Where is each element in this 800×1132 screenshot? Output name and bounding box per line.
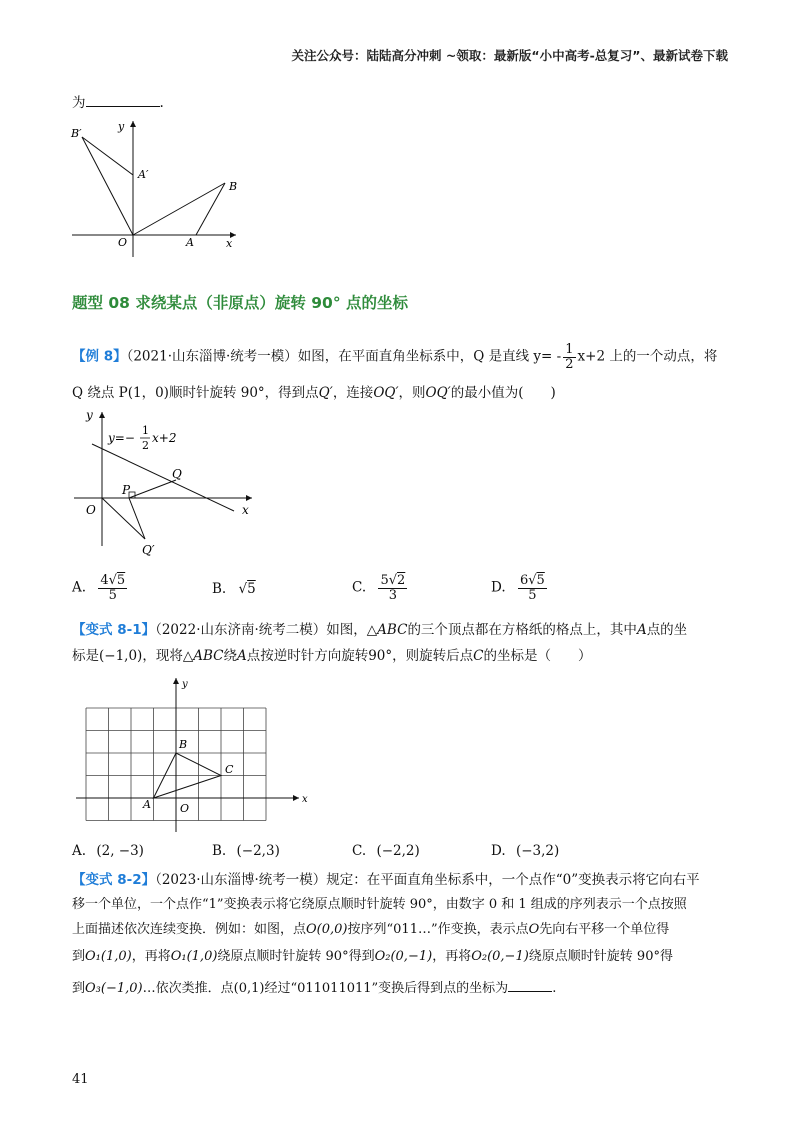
variant8-1-option-a[interactable]: A. (2, −3) [72, 843, 144, 859]
segment-ob [133, 183, 225, 235]
variant8-1-option-b[interactable]: B. (−2,3) [212, 843, 280, 859]
label-b: B [229, 180, 238, 193]
line-y-neg-half-x-plus-2 [92, 444, 234, 511]
page-number: 41 [72, 1072, 89, 1087]
example8-tag: 【例 8】 [72, 348, 127, 365]
example8-figure [72, 406, 262, 562]
segment-oq-prime [102, 498, 145, 539]
segment-b-prime-a-prime [82, 137, 133, 175]
label-origin: O [180, 802, 190, 815]
example8-option-a[interactable]: A. $\frac{4√5}{5}$ [72, 573, 126, 603]
prev-problem-tail: 为 . [72, 92, 164, 115]
label-q-prime: Q′ [142, 543, 155, 557]
variant8-1-line2: 标是(−1,0)，现将△ABC绕A点按逆时针方向旋转90°，则旋转后点C的坐标是（ ） [72, 648, 592, 664]
label-q: Q [172, 467, 182, 481]
example8-option-d[interactable]: D. $\frac{6√5}{5}$ [491, 573, 545, 603]
label-y: y [182, 679, 188, 690]
x-axis-arrow [293, 795, 299, 801]
variant8-2-line3: 上面描述依次连续变换．例如：如图，点O(0,0)按序列“011…”作变换，表示点O先向右平移一个单位得 [72, 922, 670, 937]
y-axis-arrow [99, 412, 105, 418]
x-axis-arrow [246, 495, 252, 501]
label-b: B [179, 738, 188, 751]
answer-blank [86, 92, 160, 107]
example8-option-b[interactable]: B. √5 [212, 581, 256, 597]
variant8-2-line1: 【变式 8-2】（2023·山东淄博·统考一模）规定：在平面直角坐标系中，一个点作“0”变换表示将它向右平 [72, 872, 700, 888]
label-a-prime: A′ [138, 168, 149, 181]
variant8-1-option-d[interactable]: D. (−3,2) [491, 843, 560, 859]
y-axis-arrow [173, 678, 179, 684]
label-x: x [226, 237, 233, 250]
page-header: 关注公众号：陆陆高分冲刺 ~领取：最新版“小中高考-总复习”、最新试卷下载 [291, 48, 728, 63]
variant8-2-line4: 到O₁(1,0)，再将O₁(1,0)绕原点顺时针旋转 90°得到O₂(0,−1)，再将O₂(0,−1)绕原点顺时针旋转 90°得 [72, 949, 673, 964]
label-origin: O [118, 236, 128, 249]
equation-den: 2 [142, 439, 149, 452]
label-origin: O [86, 503, 96, 517]
label-b-prime: B′ [71, 127, 82, 140]
rotation-figure [68, 115, 248, 265]
segment-ob-prime [82, 137, 133, 235]
variant8-1-grid-figure [74, 672, 314, 834]
equation-num: 1 [142, 424, 149, 437]
label-x: x [242, 503, 249, 517]
label-a: A [186, 236, 194, 249]
label-y: y [118, 120, 125, 133]
variant8-1-option-c[interactable]: C. (−2,2) [352, 843, 420, 859]
variant8-2-line2: 移一个单位，一个点作“1”变换表示将它绕原点顺时针旋转 90°，由数字 0 和 1 组成的序列表示一个点按照 [72, 897, 687, 912]
answer-blank [508, 977, 552, 992]
fraction-one-half: $\frac{1}{2}$ [565, 342, 574, 372]
example8-option-c[interactable]: C. $\frac{5√2}{3}$ [352, 573, 406, 603]
label-a: A [143, 798, 151, 811]
label-c: C [225, 763, 234, 776]
variant8-2-line5: 到O₃(−1,0)…依次类推．点(0,1)经过“011011011”变换后得到点的坐标为 . [72, 977, 556, 1000]
label-y: y [86, 408, 93, 422]
variant8-2-tag: 【变式 8-2】 [72, 872, 156, 888]
label-p: P [122, 483, 131, 497]
y-axis-arrow [130, 121, 136, 127]
example8-line2: Q 绕点 P(1，0)顺时针旋转 90°，得到点Q′，连接OQ′，则OQ′的最小值为( ) [72, 385, 556, 401]
segment-pq [129, 480, 176, 498]
section-title: 题型 08 求绕某点（非原点）旋转 90° 点的坐标 [72, 294, 408, 312]
variant8-1-tag: 【变式 8-1】 [72, 622, 156, 638]
example8-line1: 【例 8】（2021·山东淄博·统考一模）如图，在平面直角坐标系中，Q 是直线 y= - $\frac{1}{2}$ x+2 上的一个动点，将 [72, 342, 718, 372]
label-x: x [302, 794, 308, 805]
variant8-1-line1: 【变式 8-1】（2022·山东济南·统考二模）如图，△ABC的三个顶点都在方格纸的格点上，其中A点的坐 [72, 622, 688, 638]
segment-pq-prime [129, 498, 145, 539]
equation-left: y=− [108, 431, 135, 445]
equation-right: x+2 [152, 431, 177, 445]
